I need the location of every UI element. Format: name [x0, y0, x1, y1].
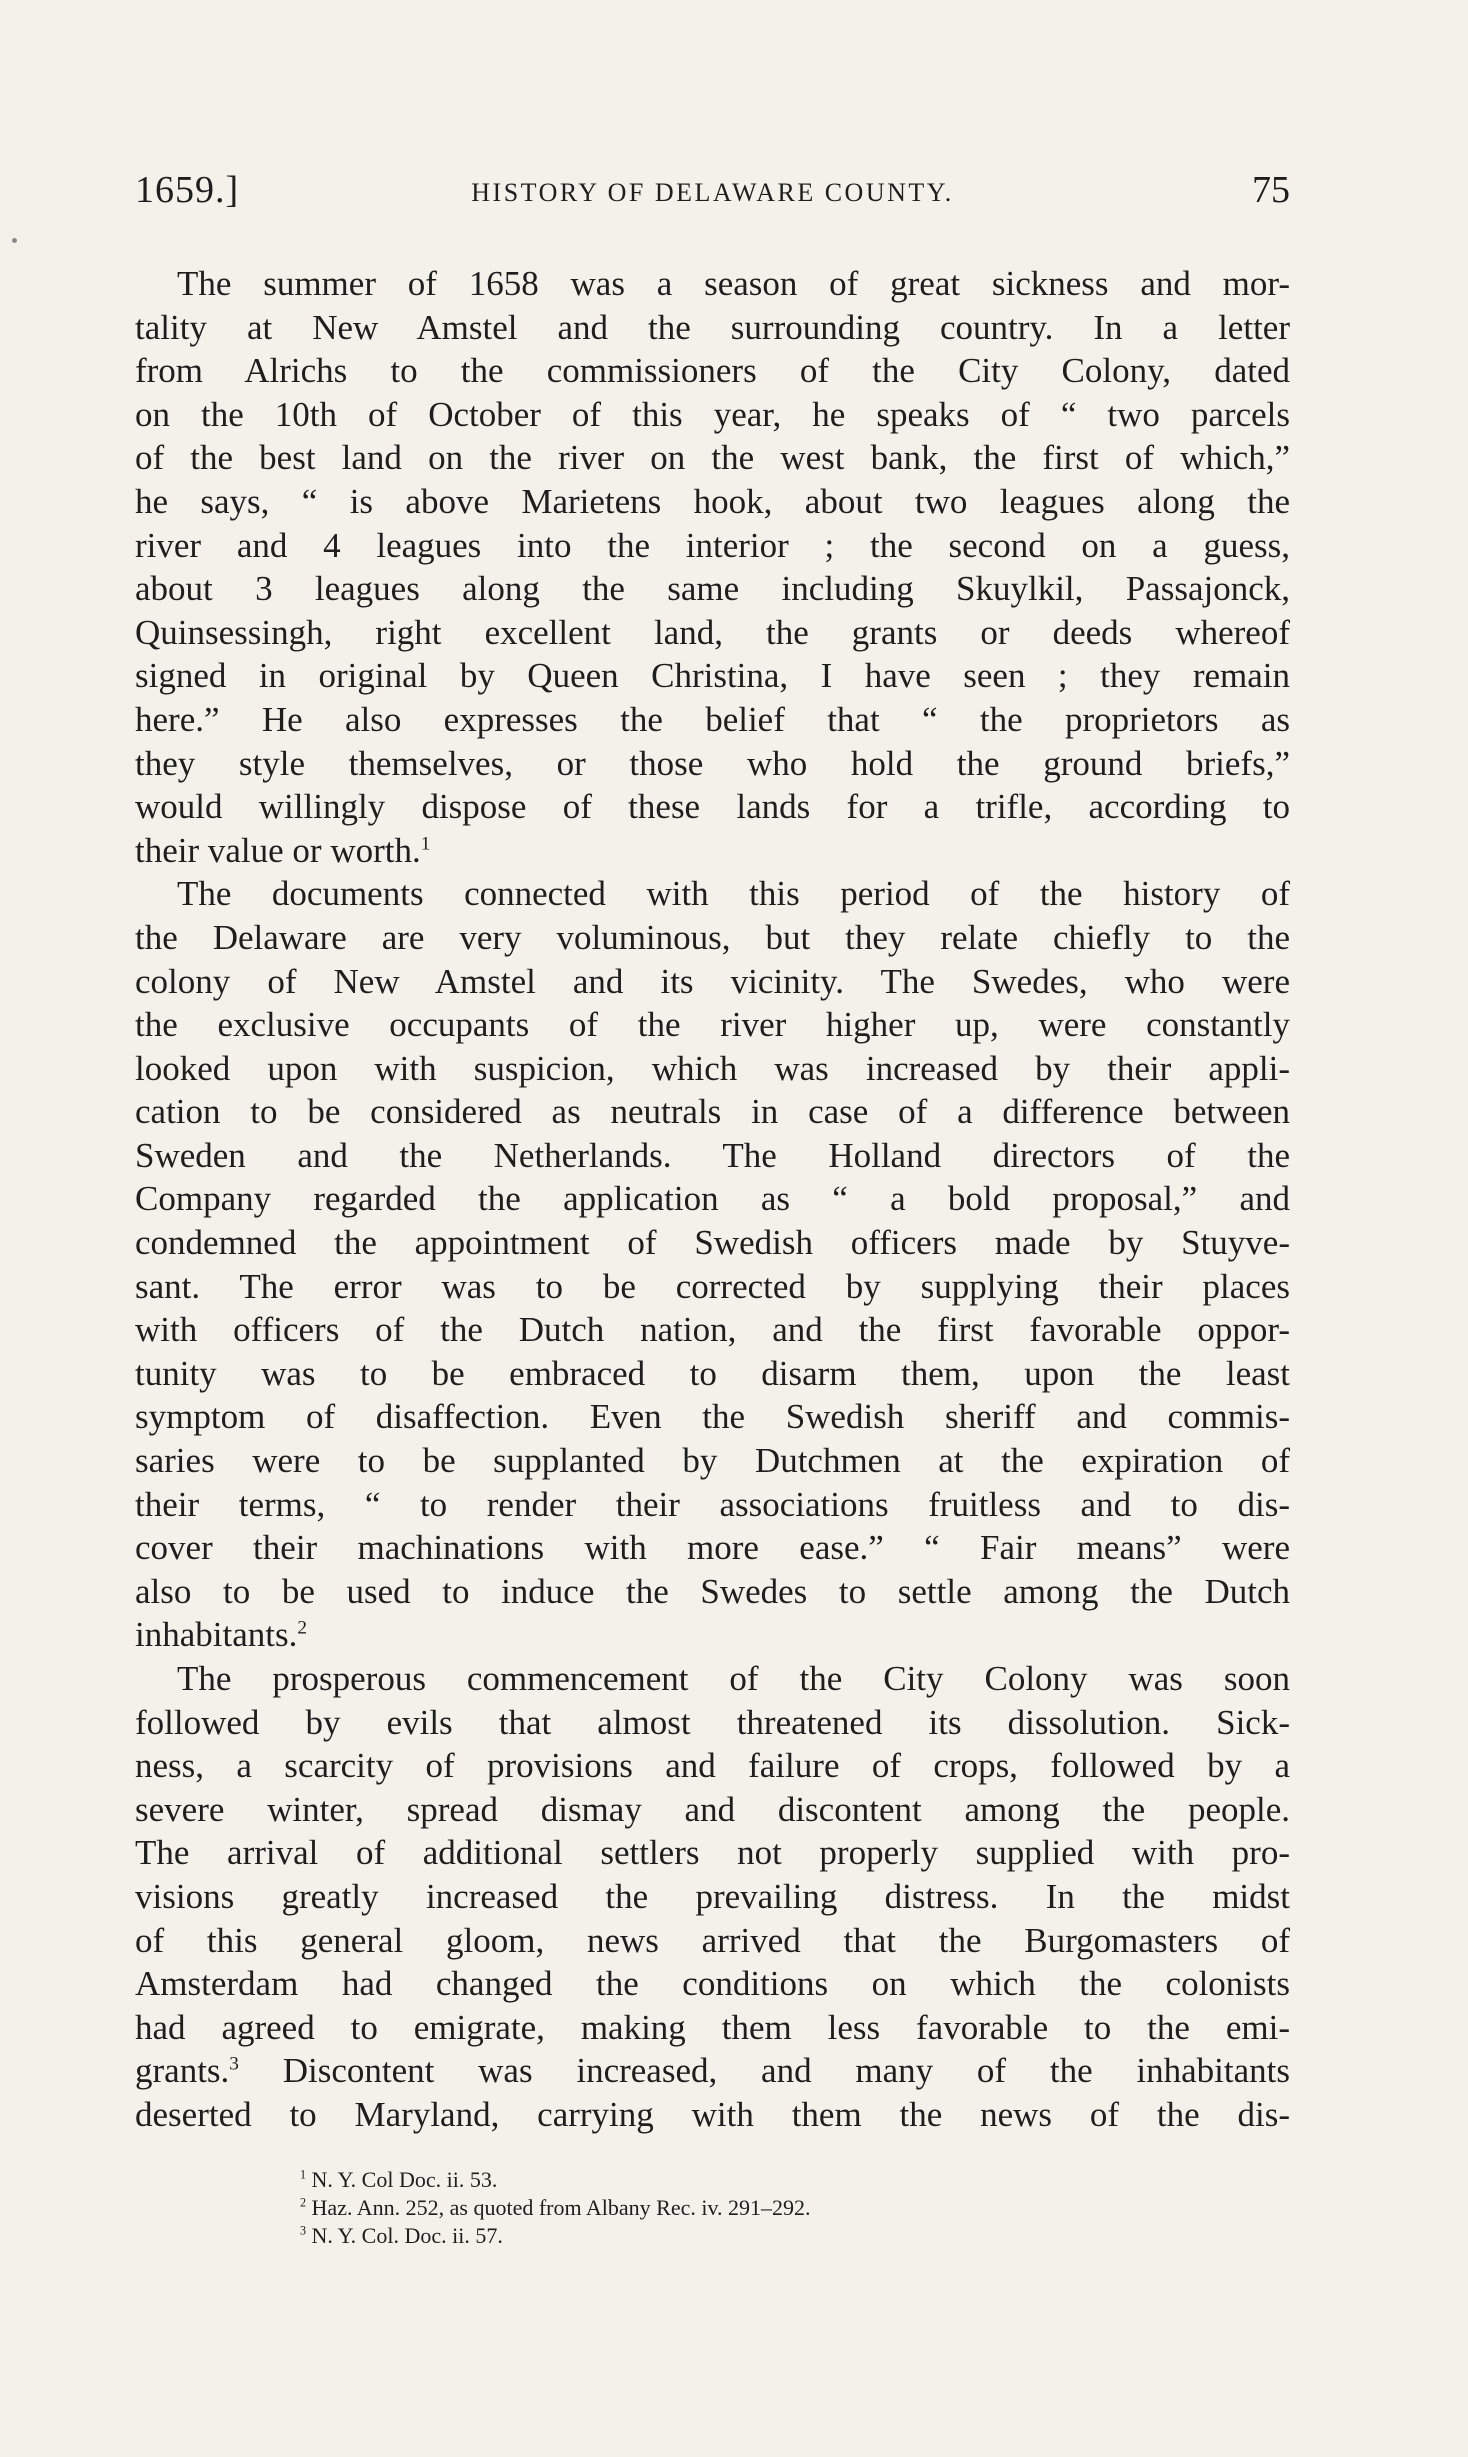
page-number: 75	[1252, 169, 1290, 211]
text-line: also to be used to induce the Swedes to settle among the Dutch	[135, 1571, 1290, 1611]
text-line: would willingly dispose of these lands for a trifle, according to	[135, 787, 1290, 827]
text-line: colony of New Amstel and its vicinity. The Swedes, who were	[135, 961, 1290, 1001]
section-year: 1659.]	[135, 169, 240, 211]
text-line: Sweden and the Netherlands. The Holland directors of the	[135, 1135, 1290, 1175]
text-run: grants.	[135, 2051, 230, 2091]
text-line: the Delaware are very voluminous, but they relate chiefly to the	[135, 917, 1290, 957]
text-line: severe winter, spread dismay and discontent among the people.	[135, 1789, 1290, 1829]
text-line: they style themselves, or those who hold the ground briefs,”	[135, 743, 1290, 783]
footnote-mark: 3	[300, 2223, 307, 2238]
footnote-text: Haz. Ann. 252, as quoted from Albany Rec. iv. 291–292.	[306, 2195, 811, 2220]
text-line: from Alrichs to the commissioners of the City Colony, dated	[135, 351, 1290, 391]
text-line: about 3 leagues along the same including Skuylkil, Passajonck,	[135, 569, 1290, 609]
footnote-ref: 1	[420, 833, 431, 855]
text-line: had agreed to emigrate, making them less favorable to the emi-	[135, 2007, 1290, 2047]
text-line: Quinsessingh, right excellent land, the grants or deeds whereof	[135, 612, 1290, 652]
footnote-mark: 2	[300, 2195, 307, 2210]
text-line: river and 4 leagues into the interior ; the second on a guess,	[135, 525, 1290, 565]
text-line: The prosperous commencement of the City Colony was soon	[177, 1659, 1290, 1698]
text-line: with officers of the Dutch nation, and the first favorable oppor-	[135, 1310, 1290, 1350]
text-line: The arrival of additional settlers not properly supplied with pro-	[135, 1833, 1290, 1873]
text-line: condemned the appointment of Swedish officers made by Stuyve-	[135, 1223, 1290, 1263]
footnote-ref: 3	[229, 2053, 239, 2075]
footnote	[300, 2166, 1200, 2194]
text-line: ness, a scarcity of provisions and failure of crops, followed by a	[135, 1746, 1290, 1786]
text-line	[135, 829, 1290, 873]
text-run: Discontent was increased, and many of the inhabitants	[238, 2051, 1290, 2091]
text-line	[135, 2049, 1290, 2093]
running-head	[135, 168, 1290, 218]
text-line: looked upon with suspicion, which was increased by their appli-	[135, 1048, 1290, 1088]
text-line	[135, 1613, 1290, 1657]
text-line: he says, “ is above Marietens hook, about two leagues along the	[135, 481, 1290, 521]
footnote-mark: 1	[300, 2167, 307, 2182]
text-run: their value or worth.	[135, 830, 421, 870]
text-line: the exclusive occupants of the river higher up, were constantly	[135, 1005, 1290, 1045]
text-line: Amsterdam had changed the conditions on which the colonists	[135, 1964, 1290, 2004]
text-line: their terms, “ to render their associations fruitless and to dis-	[135, 1484, 1290, 1524]
text-line: Company regarded the application as “ a bold proposal,” and	[135, 1179, 1290, 1219]
text-line: visions greatly increased the prevailing distress. In the midst	[135, 1876, 1290, 1916]
text-line: on the 10th of October of this year, he speaks of “ two parcels	[135, 394, 1290, 434]
footnote	[300, 2194, 1200, 2222]
text-line: signed in original by Queen Christina, I have seen ; they remain	[135, 656, 1290, 696]
running-title: HISTORY OF DELAWARE COUNTY.	[471, 178, 954, 207]
text-line: tality at New Amstel and the surrounding country. In a letter	[135, 307, 1290, 347]
footnote-ref: 2	[297, 1617, 307, 1639]
text-line: of the best land on the river on the west bank, the first of which,”	[135, 438, 1290, 478]
text-line: The documents connected with this period of the history of	[177, 874, 1290, 914]
text-line: tunity was to be embraced to disarm them, upon the least	[135, 1353, 1290, 1393]
text-line: saries were to be supplanted by Dutchmen at the expiration of	[135, 1441, 1290, 1481]
text-line: cover their machinations with more ease.” “ Fair means” were	[135, 1528, 1290, 1568]
footnote	[300, 2222, 1200, 2250]
footnote-text: N. Y. Col Doc. ii. 53.	[306, 2167, 498, 2192]
text-line: followed by evils that almost threatened its dissolution. Sick-	[135, 1702, 1290, 1742]
text-run: inhabitants.	[135, 1615, 298, 1655]
print-speck	[12, 238, 17, 243]
body-text	[135, 262, 1290, 2137]
footnote-text: N. Y. Col. Doc. ii. 57.	[306, 2223, 503, 2248]
text-line: of this general gloom, news arrived that the Burgomasters of	[135, 1920, 1290, 1960]
text-line: here.” He also expresses the belief that “ the proprietors as	[135, 699, 1290, 739]
footnotes	[300, 2166, 1200, 2250]
text-line: cation to be considered as neutrals in case of a difference between	[135, 1092, 1290, 1132]
text-line: deserted to Maryland, carrying with them the news of the dis-	[135, 2094, 1290, 2134]
text-line: symptom of disaffection. Even the Swedish sheriff and commis-	[135, 1397, 1290, 1437]
text-line: sant. The error was to be corrected by supplying their places	[135, 1266, 1290, 1306]
text-line: The summer of 1658 was a season of great sickness and mor-	[177, 264, 1290, 303]
